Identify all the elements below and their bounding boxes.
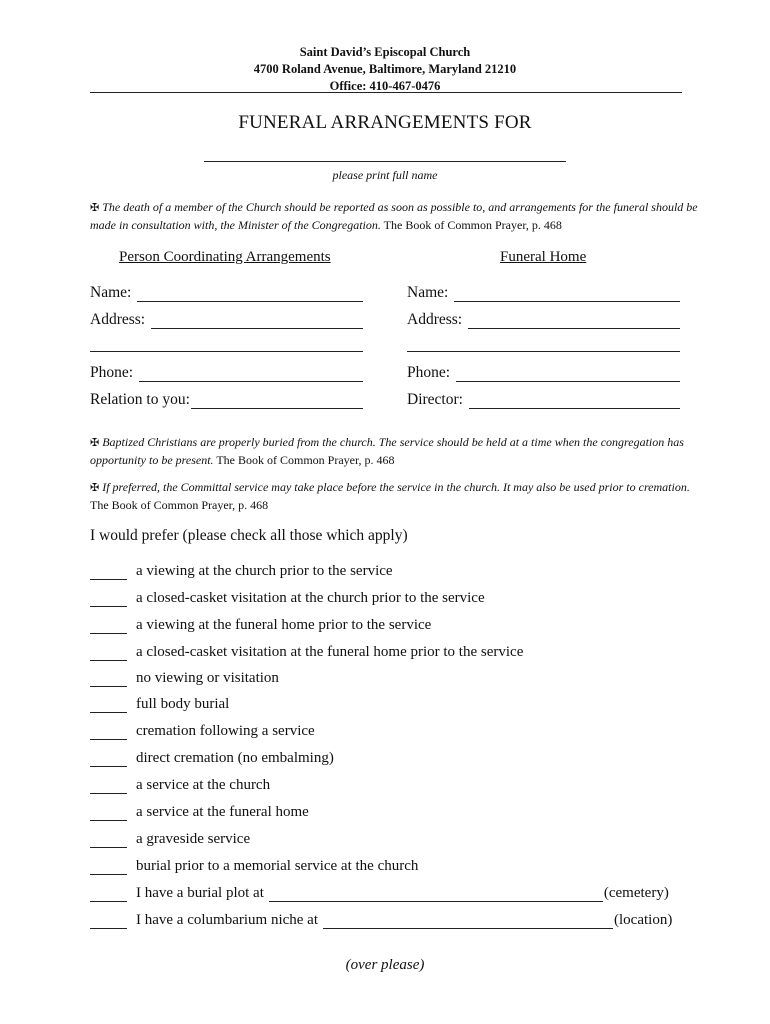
field-line[interactable] <box>456 366 680 382</box>
option-label: burial prior to a memorial service at the church <box>136 858 419 874</box>
coordinator-phone-field[interactable] <box>90 364 363 382</box>
option-label: cremation following a service <box>136 723 315 739</box>
field-label: Phone: <box>407 364 451 381</box>
coordinator-address-field[interactable] <box>90 311 363 329</box>
niche-suffix: (location) <box>614 912 673 928</box>
option-row[interactable] <box>90 777 270 794</box>
checkbox-line[interactable] <box>90 698 127 713</box>
note-citation: The Book of Common Prayer, p. 468 <box>90 498 269 512</box>
coordinator-address-line-2[interactable] <box>90 351 363 352</box>
checkbox-line[interactable] <box>90 565 127 580</box>
option-label: a service at the church <box>136 777 271 793</box>
option-row[interactable] <box>90 831 250 848</box>
burial-plot-input-line[interactable] <box>269 887 603 902</box>
field-line[interactable] <box>469 393 680 409</box>
note-committal-service <box>90 479 700 514</box>
checkbox-line[interactable] <box>90 752 127 767</box>
note-baptized-christians <box>90 434 700 469</box>
option-row[interactable] <box>90 644 523 661</box>
field-line[interactable] <box>137 286 363 302</box>
name-caption: please print full name <box>332 168 438 182</box>
field-line[interactable] <box>468 313 680 329</box>
note-death-report <box>90 199 700 234</box>
field-label: Address: <box>407 311 463 328</box>
deceased-name-line[interactable] <box>204 161 566 162</box>
niche-label: I have a columbarium niche at <box>136 912 319 928</box>
option-label: full body burial <box>136 696 230 712</box>
checkbox-line[interactable] <box>90 646 127 661</box>
option-row[interactable] <box>90 563 393 580</box>
checkbox-line[interactable] <box>90 914 127 929</box>
option-label: a viewing at the church prior to the service <box>136 563 393 579</box>
option-row[interactable] <box>90 696 229 713</box>
field-label: Director: <box>407 391 463 408</box>
funeral-home-heading: Funeral Home <box>500 249 587 265</box>
field-label: Name: <box>407 284 449 301</box>
checkbox-line[interactable] <box>90 806 127 821</box>
footer-over-please: (over please) <box>345 957 425 973</box>
columbarium-niche-row[interactable] <box>90 912 672 929</box>
cross-icon: ✠ <box>90 482 100 494</box>
field-label: Name: <box>90 284 132 301</box>
note-text: If preferred, the Committal service may take place before the service in the church. It may also be used prior to cremation. <box>102 480 690 494</box>
header-divider <box>90 92 682 93</box>
niche-input-line[interactable] <box>323 914 613 929</box>
field-label: Address: <box>90 311 146 328</box>
church-office-phone: Office: 410-467-0476 <box>329 79 441 93</box>
note-text: Baptized Christians are properly buried from the church. The service should be held at a time when the congregation has opportunity to be present. <box>90 435 684 467</box>
church-name: Saint David’s Episcopal Church <box>299 45 471 59</box>
field-line[interactable] <box>454 286 680 302</box>
option-row[interactable] <box>90 858 418 875</box>
funeral-home-address-line-2[interactable] <box>407 351 680 352</box>
option-label: a service at the funeral home <box>136 804 309 820</box>
checkbox-line[interactable] <box>90 860 127 875</box>
field-line[interactable] <box>151 313 363 329</box>
checkbox-line[interactable] <box>90 592 127 607</box>
option-label: no viewing or visitation <box>136 670 279 686</box>
checkbox-line[interactable] <box>90 887 127 902</box>
cross-icon: ✠ <box>90 202 100 214</box>
option-row[interactable] <box>90 723 315 740</box>
field-label: Phone: <box>90 364 134 381</box>
note-citation: The Book of Common Prayer, p. 468 <box>383 218 562 232</box>
burial-plot-label: I have a burial plot at <box>136 885 264 901</box>
option-row[interactable] <box>90 750 334 767</box>
field-line[interactable] <box>191 393 363 409</box>
page-title: FUNERAL ARRANGEMENTS FOR <box>238 112 532 133</box>
checkbox-line[interactable] <box>90 725 127 740</box>
cross-icon: ✠ <box>90 437 100 449</box>
funeral-home-name-field[interactable] <box>407 284 680 302</box>
funeral-home-phone-field[interactable] <box>407 364 680 382</box>
checkbox-line[interactable] <box>90 779 127 794</box>
option-label: a viewing at the funeral home prior to the service <box>136 617 432 633</box>
field-line[interactable] <box>139 366 363 382</box>
funeral-home-address-field[interactable] <box>407 311 680 329</box>
coordinator-heading: Person Coordinating Arrangements <box>119 249 331 265</box>
church-address: 4700 Roland Avenue, Baltimore, Maryland 21210 <box>253 62 517 76</box>
field-label: Relation to you: <box>90 391 190 408</box>
checkbox-line[interactable] <box>90 619 127 634</box>
preferences-prompt: I would prefer (please check all those which apply) <box>90 527 408 544</box>
note-citation: The Book of Common Prayer, p. 468 <box>216 453 395 467</box>
option-row[interactable] <box>90 617 431 634</box>
coordinator-relation-field[interactable] <box>90 391 363 409</box>
option-label: a closed-casket visitation at the church prior to the service <box>136 590 485 606</box>
option-row[interactable] <box>90 804 309 821</box>
option-label: direct cremation (no embalming) <box>136 750 334 766</box>
option-label: a closed-casket visitation at the funeral home prior to the service <box>136 644 524 660</box>
coordinator-name-field[interactable] <box>90 284 363 302</box>
option-label: a graveside service <box>136 831 251 847</box>
option-row[interactable] <box>90 670 279 687</box>
burial-plot-row[interactable] <box>90 885 669 902</box>
note-text: The death of a member of the Church should be reported as soon as possible to, and arrangements for the funeral should be made in consultation with, the Minister of the Congregation. <box>90 200 698 232</box>
funeral-home-director-field[interactable] <box>407 391 680 409</box>
checkbox-line[interactable] <box>90 672 127 687</box>
option-row[interactable] <box>90 590 485 607</box>
checkbox-line[interactable] <box>90 833 127 848</box>
burial-plot-suffix: (cemetery) <box>603 885 669 901</box>
